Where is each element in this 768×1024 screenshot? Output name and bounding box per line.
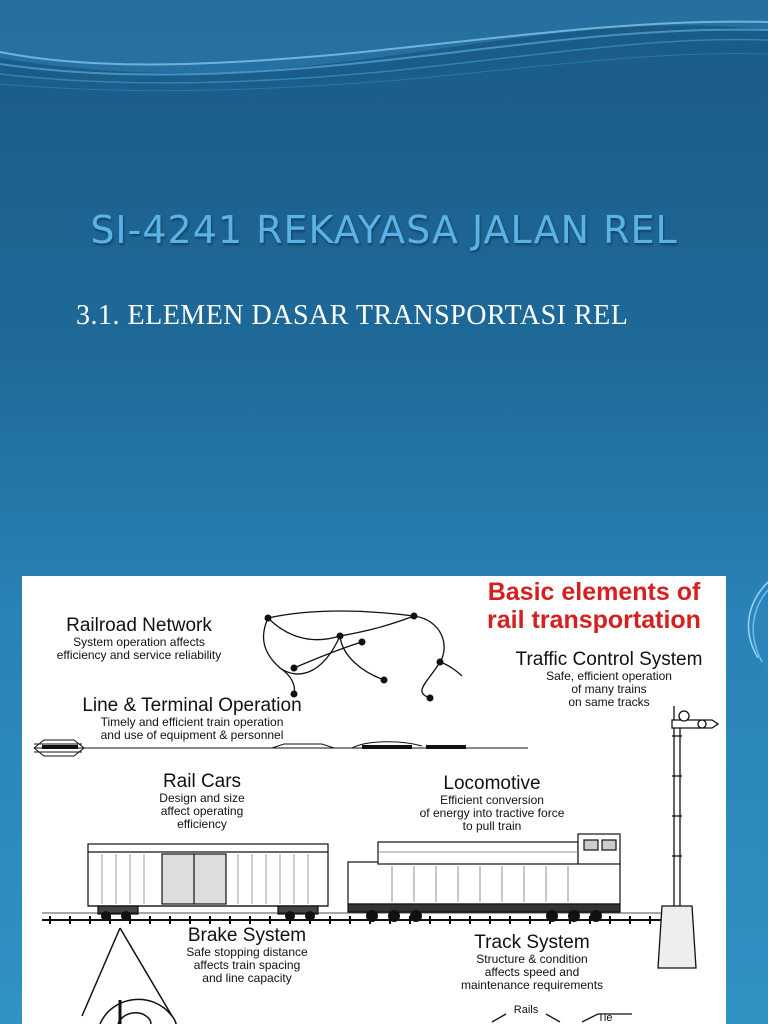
line-terminal-label	[52, 696, 332, 742]
slide-subtitle: 3.1. ELEMEN DASAR TRANSPORTASI REL	[76, 300, 629, 331]
tie-label: Tie	[597, 1012, 613, 1024]
railroad-network-heading: Railroad Network	[66, 615, 212, 636]
brake-system-heading: Brake System	[187, 925, 307, 946]
track-system-desc-3: maintenance requirements	[460, 978, 604, 992]
line-terminal-heading: Line & Terminal Operation	[82, 695, 302, 716]
track-system-heading: Track System	[474, 932, 590, 953]
figure-title	[462, 578, 726, 634]
brake-system-label	[162, 926, 332, 985]
network-graph	[264, 611, 462, 698]
rails-label: Rails	[513, 1004, 539, 1016]
slide-title: SI-4241 REKAYASA JALAN REL	[90, 208, 678, 252]
signal-post-drawing	[658, 706, 718, 968]
top-wave-decoration	[0, 0, 768, 100]
figure-title-line2: rail transportation	[487, 606, 701, 634]
traffic-control-label	[492, 650, 726, 709]
railroad-network-desc-2: efficiency and service reliability	[56, 648, 222, 662]
right-wave-decoration	[716, 576, 768, 686]
network-nodes	[265, 613, 444, 702]
traffic-control-heading: Traffic Control System	[515, 649, 703, 670]
locomotive-label	[392, 774, 592, 833]
rail-cars-desc-1: Design and size	[159, 791, 245, 805]
rail-cars-desc-3: efficiency	[177, 817, 227, 831]
locomotive-drawing	[348, 834, 620, 912]
locomotive-heading: Locomotive	[443, 773, 541, 794]
line-terminal-desc-2: and use of equipment & personnel	[100, 728, 284, 742]
boxcar-drawing	[88, 844, 328, 914]
track-system-desc-2: affects speed and	[484, 965, 580, 979]
rail-cars-desc-2: affect operating	[160, 804, 244, 818]
locomotive-desc-1: Efficient conversion	[440, 793, 544, 807]
rail-cars-label	[122, 772, 282, 831]
figure-title-line1: Basic elements of	[487, 578, 701, 606]
line-terminal-desc-1: Timely and efficient train operation	[100, 715, 284, 729]
brake-system-desc-2: affects train spacing	[193, 958, 301, 972]
rail-elements-figure	[22, 576, 726, 1024]
traffic-control-desc-3: on same tracks	[568, 695, 650, 709]
railroad-network-desc-1: System operation affects	[73, 635, 205, 649]
locomotive-desc-2: of energy into tractive force	[419, 806, 565, 820]
railroad-network-label	[34, 616, 244, 662]
locomotive-desc-3: to pull train	[462, 819, 522, 833]
brake-system-desc-1: Safe stopping distance	[186, 945, 308, 959]
traffic-control-desc-1: Safe, efficient operation	[546, 669, 672, 683]
brake-system-desc-3: and line capacity	[202, 971, 292, 985]
track-system-label	[432, 933, 632, 992]
traffic-control-desc-2: of many trains	[571, 682, 647, 696]
track-system-desc-1: Structure & condition	[476, 952, 588, 966]
rail-cars-heading: Rail Cars	[162, 771, 242, 792]
